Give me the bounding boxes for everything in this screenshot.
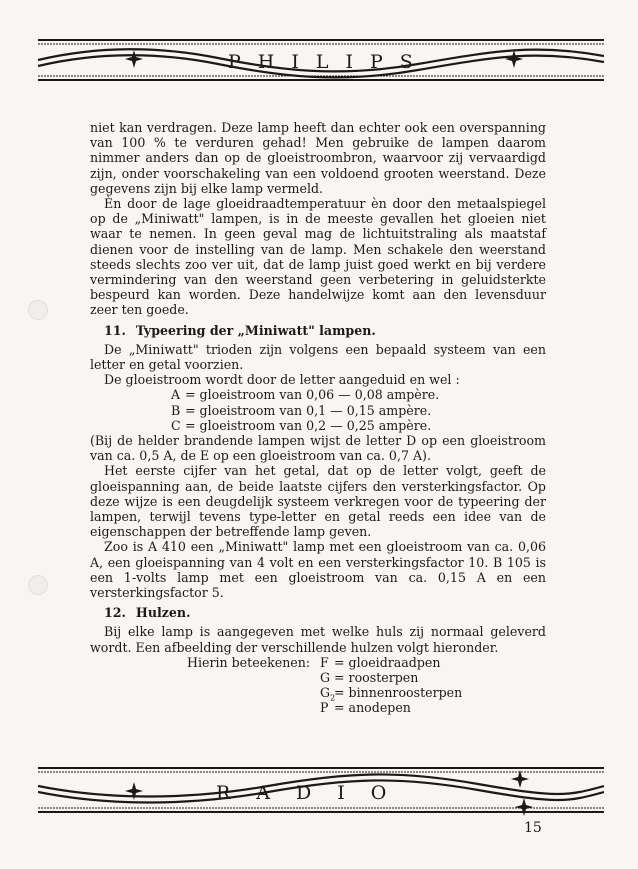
paragraph: Zoo is A 410 een „Miniwatt" lamp met een gloeistroom van ca. 0,06 A, een gloeispanning van 4 volt en een versterkingsfactor 10. B 105 is een 1-volts lamp met een gloeistroom van ca. 0,15 A en een versterkingsfactor 5. [90, 539, 546, 601]
paragraph: niet kan verdragen. Deze lamp heeft dan echter ook een overspanning van 100 % te verduren gehad! Men gebruike de lampen daarom nimmer anders dan op de gloeistroombron, waarvoor zij vervaardigd zijn, onder voorschakeling van een voldoend grooten weerstand. Deze gegevens zijn bij elke lamp vermeld. [90, 120, 546, 196]
section-title: Typeering der „Miniwatt" lampen. [135, 322, 376, 338]
star-icon [511, 770, 529, 788]
pin-legend [187, 655, 546, 716]
punch-hole-bottom [28, 575, 48, 595]
section-number: 11. [104, 322, 126, 338]
body-text [90, 120, 546, 716]
formula-row: B = gloeistroom van 0,1 — 0,15 ampère. [171, 402, 432, 418]
paragraph: Het eerste cijfer van het getal, dat op de letter volgt, geeft de gloeispanning aan, de beide laatste cijfers den versterkingsfactor. Op deze wijze is een deugdelijk systeem verkregen voor de typeering der lampen, terwijl tevens type-letter en getal reeds een idee van de eigenschappen der betreffende lamp geven. [90, 463, 546, 540]
section-heading-12 [104, 605, 546, 620]
star-icon [125, 50, 143, 68]
header-brand: PHILIPS [228, 51, 430, 73]
footer-brand: RADIO [216, 782, 413, 804]
paragraph: De gloeistroom wordt door de letter aangeduid en wel : [104, 372, 460, 388]
section-heading-11 [104, 323, 546, 338]
section-number: 12. [104, 605, 126, 621]
formula-row: A = gloeistroom van 0,06 — 0,08 ampère. [171, 387, 440, 403]
legend-row: Hierin beteekenen: F = gloeidraadpen [187, 654, 441, 670]
footer-banner [38, 762, 604, 818]
section-title: Hulzen. [135, 605, 191, 621]
legend-row: G = roosterpen [320, 670, 419, 686]
legend-row: $G_2=$ binnenroosterpen [320, 685, 463, 703]
star-icon [505, 50, 523, 68]
paragraph: De „Miniwatt" trioden zijn volgens een bepaald systeem van een letter en getal voorzien. [90, 341, 546, 373]
legend-row: P = anodepen [320, 700, 411, 716]
page-number: 15 [524, 820, 542, 836]
paragraph: Èn door de lage gloeidraadtemperatuur èn door den metaalspiegel op de „Miniwatt" lampen, is in de meeste gevallen het gloeien niet waar te nemen. In geen geval mag de lichtuitstraling als maatstaf dienen voor de instelling van de lamp. Men schakele den weerstand steeds slechts zoo ver uit, dat de lamp juist goed werkt en bij verdere vermindering van den weerstand geen verbetering in geluidsterkte bespeurd kan worden. Deze handelwijze komt aan den levensduur zeer ten goede. [90, 196, 546, 318]
punch-hole-top [28, 300, 48, 320]
star-icon [515, 798, 533, 816]
paragraph: Bij elke lamp is aangegeven met welke huls zij normaal geleverd wordt. Een afbeelding der verschillende hulzen volgt hieronder. [90, 624, 546, 655]
header-banner [38, 34, 604, 86]
formula-row: C = gloeistroom van 0,2 — 0,25 ampère. [171, 417, 432, 433]
current-code-list [171, 387, 546, 433]
paragraph: (Bij de helder brandende lampen wijst de letter D op een gloeistroom van ca. 0,5 A, de E op een gloeistroom van ca. 0,7 A). [90, 433, 546, 464]
